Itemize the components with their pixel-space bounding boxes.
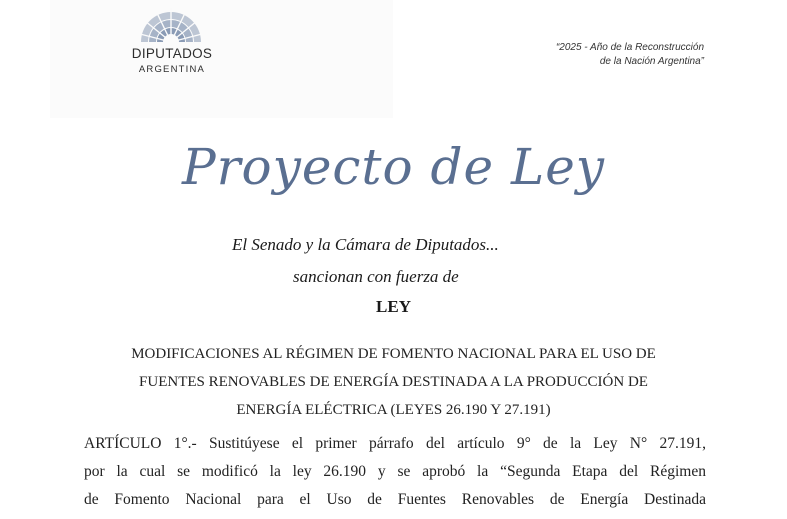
document-title: Proyecto de Ley [181,138,606,196]
header-logo [50,0,393,118]
intro-line-2: sancionan con fuerza de [293,267,459,286]
logo-name: DIPUTADOS [131,46,213,61]
subject-line: FUENTES RENOVABLES DE ENERGÍA DESTINADA A LA PRODUCCIÓN DE [139,374,648,390]
article-line: ARTÍCULO 1°.- Sustitúyese el primer párrafo del artículo 9° de la Ley N° 27.191, [84,435,706,452]
intro-line-1: El Senado y la Cámara de Diputados... [232,235,499,254]
year-motto [556,41,704,69]
article-1 [84,430,706,514]
subject-line: MODIFICACIONES AL RÉGIMEN DE FOMENTO NACIONAL PARA EL USO DE [131,346,656,362]
bill-subject [70,340,717,424]
motto-line: de la Nación Argentina” [599,56,704,67]
article-line: por la cual se modificó la ley 26.190 y se aprobó la “Segunda Etapa del Régimen [84,463,706,480]
motto-line: “2025 - Año de la Reconstrucción [555,42,704,53]
ley-heading: LEY [376,297,411,316]
subject-line: ENERGÍA ELÉCTRICA (LEYES 26.190 Y 27.191) [236,402,551,418]
logo-country: ARGENTINA [138,64,206,75]
article-line: de Fomento Nacional para el Uso de Fuentes Renovables de Energía Destinada [84,491,706,508]
chamber-arc-icon [136,4,206,44]
